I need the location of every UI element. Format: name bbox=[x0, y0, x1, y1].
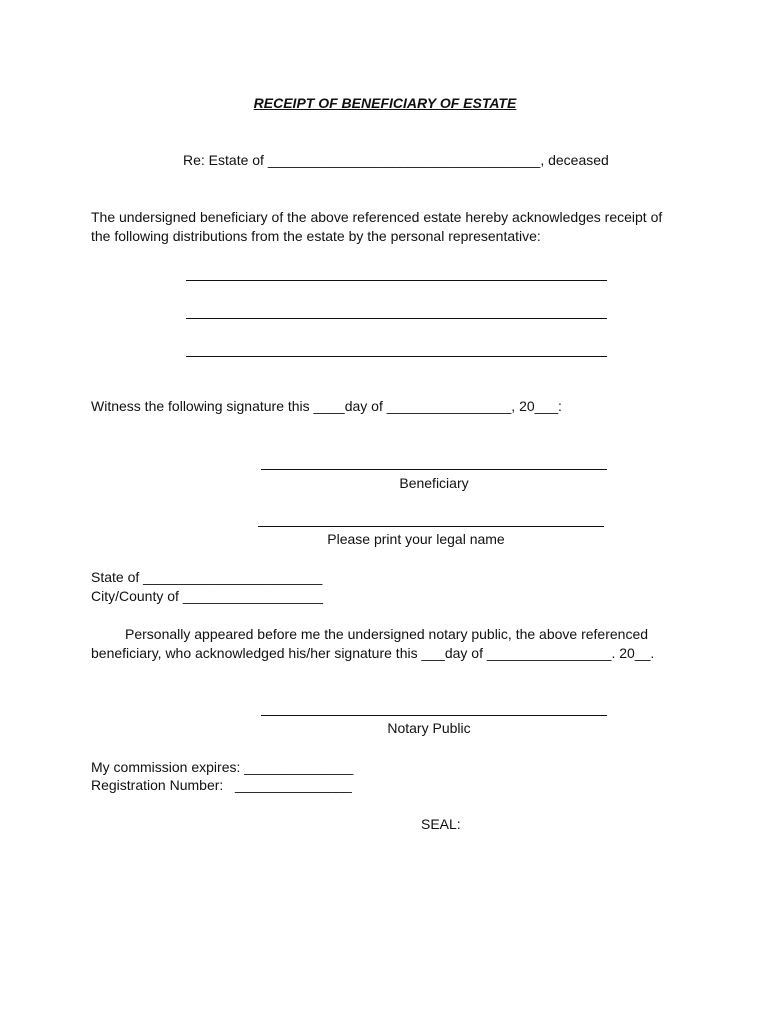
commission-expires-line: My commission expires: ______________ bbox=[91, 759, 354, 775]
state-line: State of _______________________ bbox=[91, 569, 323, 585]
beneficiary-signature-line bbox=[261, 469, 607, 470]
witness-line: Witness the following signature this ____day of ________________, 20___: bbox=[91, 398, 562, 414]
seal-label: SEAL: bbox=[421, 816, 461, 832]
notary-paragraph-line-2: beneficiary, who acknowledged his/her signature this ___day of ________________. 20__. bbox=[91, 645, 655, 661]
intro-paragraph-line-1: The undersigned beneficiary of the above referenced estate hereby acknowledges receipt of bbox=[91, 209, 663, 225]
registration-number-line: Registration Number: _______________ bbox=[91, 777, 352, 793]
estate-reference-line: Re: Estate of ___________________________________, deceased bbox=[183, 152, 609, 168]
intro-paragraph-line-2: the following distributions from the estate by the personal representative: bbox=[91, 228, 541, 244]
notary-public-label: Notary Public bbox=[387, 720, 471, 736]
printed-name-line bbox=[258, 526, 604, 527]
beneficiary-label: Beneficiary bbox=[399, 475, 469, 491]
print-name-label: Please print your legal name bbox=[327, 531, 505, 547]
county-line: City/County of __________________ bbox=[91, 588, 323, 604]
distribution-line-3 bbox=[186, 356, 607, 357]
distribution-line-1 bbox=[186, 280, 607, 281]
notary-paragraph-line-1: Personally appeared before me the undersigned notary public, the above referenced bbox=[125, 626, 649, 642]
distribution-line-2 bbox=[186, 318, 607, 319]
notary-signature-line bbox=[261, 715, 607, 716]
document-title: RECEIPT OF BENEFICIARY OF ESTATE bbox=[253, 95, 517, 111]
